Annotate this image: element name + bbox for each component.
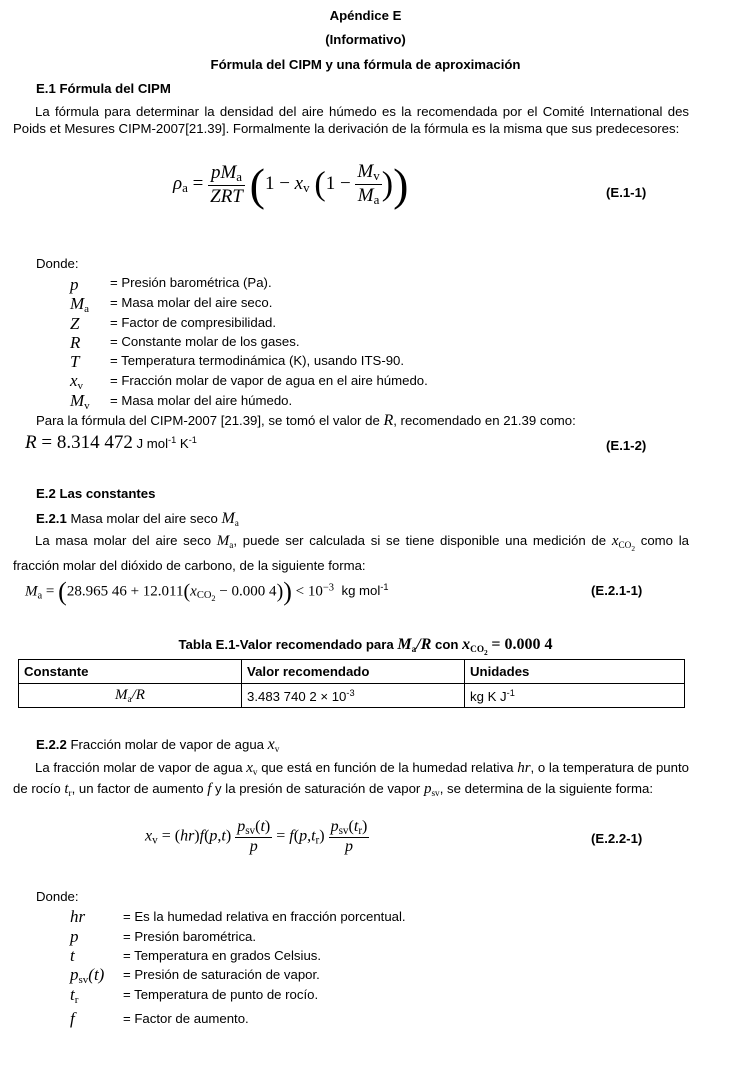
def-symbol-R: R (70, 333, 81, 352)
section-e2-heading: E.2 Las constantes (36, 486, 156, 501)
def-symbol-xv: $x_v$ (70, 371, 84, 392)
constants-table (18, 659, 685, 708)
def-symbol-p2: p (70, 927, 79, 946)
def-text-R: = Constante molar de los gases. (110, 334, 300, 349)
def-text-psv: = Presión de saturación de vapor. (123, 967, 320, 982)
section-e21-text: La masa molar del aire seco $M_a$, puede ser calculada si se tiene disponible una medición de $x_{CO_2}$ como la fracción molar del dióxido de carbono, de la siguiente forma: (13, 533, 690, 573)
def-symbol-Z: Z (70, 314, 80, 333)
def-text-xv: = Fracción molar de vapor de agua en el aire húmedo. (110, 373, 428, 388)
section-e21-heading: E.2.1 Masa molar del aire seco $M_a$ (36, 510, 239, 528)
equation-e1-2-label: (E.1-2) (606, 438, 647, 453)
section-e22-heading: E.2.2 Fracción molar de vapor de agua $x_v$ (36, 736, 280, 754)
def-symbol-t: t (70, 946, 75, 965)
def-text-Ma: = Masa molar del aire seco. (110, 295, 273, 310)
table-header-row (19, 660, 685, 684)
def-text-Mv: = Masa molar del aire húmedo. (110, 393, 293, 408)
def-symbol-tr: $t_r$ (70, 985, 79, 1006)
equation-e2-2-1: $x_v = (hr)f(p,t)$ $\frac{p_{sv}(t)}{p}$ = $f(p,t_r)$ $\frac{p_{sv}(t_r)}{p}$ (145, 818, 368, 855)
table-cell-units: kg K $J^{-1}$ (465, 684, 685, 708)
appendix-subtitle: (Informativo) (325, 32, 406, 47)
table-row (19, 684, 685, 708)
table-header-cell: Constante (19, 660, 242, 684)
equation-e1-1-label: (E.1-1) (606, 185, 647, 200)
donde-label-1: Donde: (36, 256, 79, 271)
section-e1-heading: E.1 Fórmula del CIPM (36, 81, 171, 96)
equation-e2-2-1-label: (E.2.2-1) (591, 831, 643, 846)
def-text-T: = Temperatura termodinámica (K), usando ITS-90. (110, 353, 405, 368)
def-text-tr: = Temperatura de punto de rocío. (123, 987, 319, 1002)
def-text-hr: = Es la humedad relativa en fracción porcentual. (123, 909, 406, 924)
equation-e1-1: $\rho_a$ = $\frac{pM_a}{\text{ZRT}}$ ($1 - x_v$ (1 − $\frac{M_v}{M_a}$ )) (173, 159, 409, 210)
def-text-Z: = Factor de compresibilidad. (110, 315, 277, 330)
equation-e2-1-1: $M_a = (28.965$ $46 + 12.011(x_{CO_2} - 0.000$ $4)) < 10^{-3}$ kg mol$^{-1}$ (25, 577, 389, 606)
appendix-title: Apéndice E (329, 8, 402, 23)
def-text-f: = Factor de aumento. (123, 1011, 249, 1026)
def-symbol-Ma: $M_a$ (70, 294, 90, 315)
table-caption: Tabla E.1-Valor recomendado para $M_a/R$ con $x_{CO_2} = 0.000$ 4 (178, 636, 553, 657)
table-cell-value: 3.483 740 $2 \times 10^{-3}$ (242, 684, 465, 708)
table-header-cell: Unidades (465, 660, 685, 684)
def-text-t: = Temperatura en grados Celsius. (123, 948, 322, 963)
def-symbol-T: T (70, 352, 80, 371)
r-value-sentence: Para la fórmula del CIPM-2007 [21.39], se tomó el valor de R, recomendado en 21.39 como: (36, 412, 576, 429)
def-symbol-psv: $p_{sv}(t)$ (70, 965, 105, 986)
def-text-p: = Presión barométrica (Pa). (110, 275, 272, 290)
section-e22-text: La fracción molar de vapor de agua $x_v$ que está en función de la humedad relativa hr, o la temperatura de punto de rocío $t_r$, un factor de aumento f y la presión de saturación de vapor $p_{sv}$, se determina de la siguiente forma: (13, 760, 689, 798)
def-symbol-f: f (70, 1009, 75, 1028)
appendix-heading: Fórmula del CIPM y una fórmula de aproximación (210, 57, 521, 72)
def-symbol-Mv: $M_v$ (70, 391, 90, 412)
def-symbol-hr: hr (70, 907, 86, 926)
table-header-cell: Valor recomendado (242, 660, 465, 684)
section-e1-intro: La fórmula para determinar la densidad del aire húmedo es la recomendada por el Comité International des Poids et Mesures CIPM-2007[21.39]. Formalmente la derivación de la fórmula es la misma que sus predecesores: (13, 104, 689, 136)
equation-e1-2: R = 8.314 472 J mol$^{-1}$ $K^{-1}$ (25, 432, 197, 453)
def-text-p2: = Presión barométrica. (123, 929, 257, 944)
donde-label-2: Donde: (36, 889, 79, 904)
table-cell-constant: $M_a/R$ (19, 684, 242, 708)
def-symbol-p: p (70, 275, 79, 294)
equation-e2-1-1-label: (E.2.1-1) (591, 583, 643, 598)
